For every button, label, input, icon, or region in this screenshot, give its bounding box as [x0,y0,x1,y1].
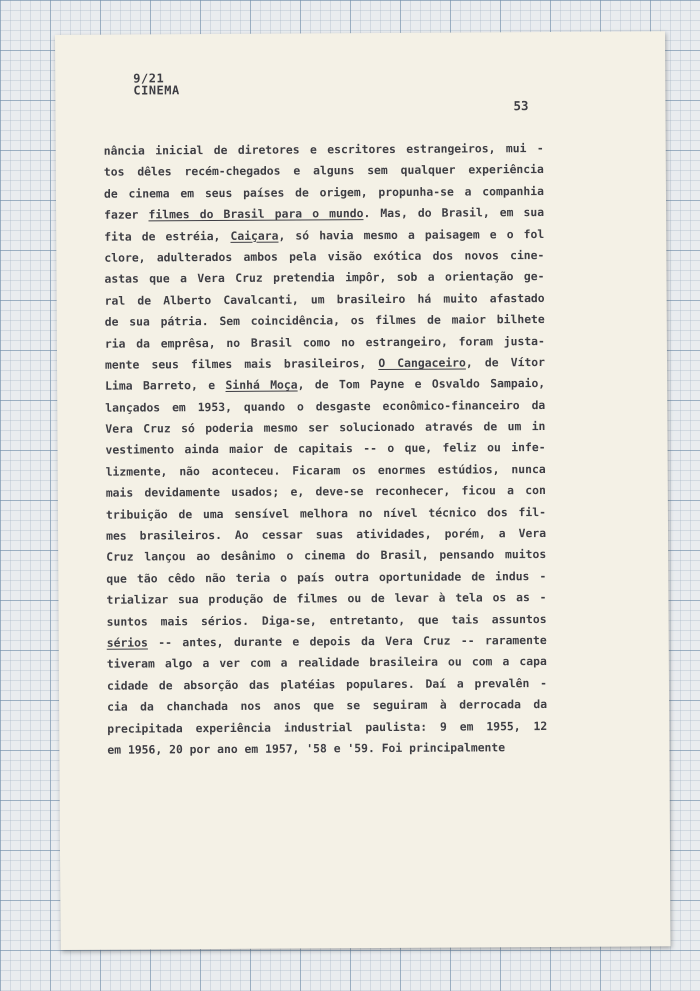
text-segment: em 1956, 20 por ano em 1957, '58 e '59. Foi principalmente [107,740,506,757]
text-segment: , só havia mesmo a paisagem e o fol [278,226,545,243]
text-line [107,694,547,718]
text-segment: tiveram algo a ver com a realidade brasileira ou com a capa [106,654,547,672]
text-line [104,202,544,226]
text-line [106,566,546,590]
body-text [104,138,548,761]
text-segment: , de Tom Payne e Osvaldo Sampaio, [297,376,546,392]
text-line [107,609,547,633]
text-line [107,673,547,697]
text-segment: nância inicial de diretores e escritores estrangeiros, mui - [103,141,544,158]
folio-reference [133,72,180,96]
text-line [105,352,545,376]
typed-page [55,31,671,950]
text-line [104,138,544,162]
underlined-title: Sinhá Moça [225,377,298,393]
text-line [105,437,545,461]
text-line [106,523,546,547]
underlined-title: filmes do Brasil para o mundo [148,206,364,222]
text-segment: tos dêles recém-chegados e alguns sem qualquer experiência [103,162,544,180]
text-line [107,651,547,675]
text-segment: ral de Alberto Cavalcanti, um brasileiro há muito afastado [104,290,545,308]
text-segment: precipitada experiência industrial paulista: 9 em 1955, 12 [107,718,548,736]
text-segment: de cinema em seus países de origem, propunha-se a companhia [103,183,545,201]
text-segment: fazer [104,207,149,222]
text-segment: Cruz lançou ao desânimo o cinema do Brasil, pensando muitos [106,547,547,565]
text-segment: -- antes, durante e depois da Vera Cruz -- raramente [147,632,547,650]
text-segment: tribuição de uma sensível melhora no nível técnico dos fil- [105,504,546,522]
text-line [105,288,545,312]
page-number: 53 [513,98,529,114]
text-line [105,416,545,440]
underlined-title: O Cangaceiro [378,355,466,370]
folio-number: 9/21 [133,71,165,86]
text-segment: astas que a Vera Cruz pretendia impôr, sob a orientação ge- [104,269,545,287]
text-line [104,159,544,183]
text-line [107,737,547,761]
text-line [107,716,547,740]
underlined-title: Caiçara [230,228,279,243]
text-segment: de sua pátria. Sem coincidência, os filmes de maior bilhete [104,312,545,329]
text-segment: clore, adulterados ambos pela visão exótica dos novos cine- [104,247,545,265]
text-segment: mes brasileiros. Ao cessar suas atividades, porém, a Vera [106,526,547,543]
text-line [107,630,547,654]
text-line [105,309,545,333]
text-segment: cia da chanchada nos anos que se seguiram à derrocada da [107,697,548,714]
text-line [104,245,544,269]
folio-section: CINEMA [133,83,180,98]
text-line [105,331,545,355]
text-line [106,480,546,504]
text-line [106,459,546,483]
text-segment: lançados em 1953, quando o desgaste econômico-financeiro da [105,397,546,415]
text-line [105,395,545,419]
text-segment: vestimento ainda maior de capitais -- o que, feliz ou infe- [105,440,546,458]
text-segment: mais devidamente usados; e, deve-se reconhecer, ficou a con [105,483,546,500]
text-segment: ria da emprêsa, no Brasil como no estrangeiro, foram justa- [104,333,545,351]
text-segment: Lima Barreto, e [105,378,226,393]
text-segment: . Mas, do Brasil, em sua [363,205,545,221]
text-segment: lizmente, não aconteceu. Ficaram os enormes estúdios, nunca [105,461,546,479]
text-line [106,544,546,568]
text-segment: cidade de absorção das platéias populares. Daí a prevalên - [106,675,548,693]
text-segment: fita de estréia, [104,228,231,244]
text-segment: trializar sua produção de filmes ou de levar à tela os as - [106,590,547,607]
underlined-title: sérios [106,635,148,650]
text-line [106,502,546,526]
text-segment: que tão cêdo não teria o país outra oportunidade de indus - [106,568,547,586]
text-line [104,266,544,290]
text-segment: , de Vítor [465,354,546,370]
text-line [106,587,546,611]
text-line [105,373,545,397]
text-segment: Vera Cruz só poderia mesmo ser solucionado através de um in [105,419,546,436]
text-line [104,224,544,248]
text-segment: suntos mais sérios. Diga-se, entretanto, que tais assuntos [106,611,547,629]
text-line [104,181,544,205]
text-segment: mente seus filmes mais brasileiros, [104,355,379,372]
